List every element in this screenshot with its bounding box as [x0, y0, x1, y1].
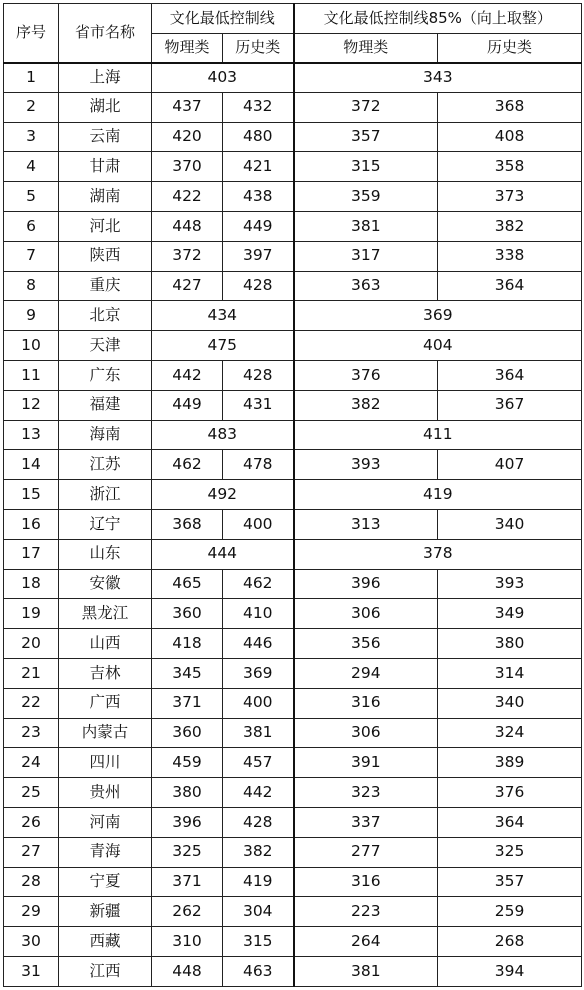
cell-physics-85: 381: [294, 956, 438, 986]
cell-history-85: 376: [438, 778, 582, 808]
row-province: 四川: [59, 748, 152, 778]
table-row: [4, 509, 582, 539]
cell-history-85: 340: [438, 509, 582, 539]
header-physics-85: 物理类: [294, 34, 438, 63]
header-history-85: 历史类: [438, 34, 582, 63]
cell-min-line-85-merged: 369: [294, 301, 582, 331]
row-index: 27: [4, 837, 59, 867]
table-row: [4, 271, 582, 301]
row-index: 13: [4, 420, 59, 450]
cell-physics: 360: [152, 599, 223, 629]
table-row: [4, 599, 582, 629]
table-row: [4, 420, 582, 450]
cell-physics-85: 313: [294, 509, 438, 539]
cell-history-85: 349: [438, 599, 582, 629]
row-province: 广西: [59, 688, 152, 718]
row-province: 西藏: [59, 927, 152, 957]
table-row: [4, 241, 582, 271]
cell-history: 382: [223, 837, 294, 867]
row-province: 福建: [59, 390, 152, 420]
cell-history: 397: [223, 241, 294, 271]
row-index: 8: [4, 271, 59, 301]
cell-history-85: 314: [438, 658, 582, 688]
table-row: [4, 927, 582, 957]
cell-physics: 360: [152, 718, 223, 748]
cell-physics: 449: [152, 390, 223, 420]
cell-history-85: 364: [438, 807, 582, 837]
cell-min-line-85-merged: 343: [294, 63, 582, 93]
cell-physics-85: 381: [294, 211, 438, 241]
header-row-top: [4, 4, 582, 34]
header-min-line-85: 文化最低控制线85%（向上取整）: [294, 4, 582, 34]
cell-history: 400: [223, 688, 294, 718]
table-row: [4, 450, 582, 480]
cell-min-line-85-merged: 378: [294, 539, 582, 569]
row-index: 15: [4, 480, 59, 510]
cell-min-line-85-merged: 404: [294, 331, 582, 361]
cell-history-85: 393: [438, 569, 582, 599]
cell-history: 462: [223, 569, 294, 599]
cell-physics-85: 316: [294, 688, 438, 718]
table-row: [4, 569, 582, 599]
cell-physics: 418: [152, 629, 223, 659]
row-province: 甘肃: [59, 152, 152, 182]
cell-physics: 442: [152, 360, 223, 390]
table-row: [4, 867, 582, 897]
table-row: [4, 807, 582, 837]
row-province: 陕西: [59, 241, 152, 271]
row-province: 辽宁: [59, 509, 152, 539]
cell-history-85: 358: [438, 152, 582, 182]
cell-physics: 345: [152, 658, 223, 688]
cell-physics: 396: [152, 807, 223, 837]
row-index: 12: [4, 390, 59, 420]
row-index: 3: [4, 122, 59, 152]
table-row: [4, 658, 582, 688]
row-province: 浙江: [59, 480, 152, 510]
table-row: [4, 92, 582, 122]
cell-physics: 380: [152, 778, 223, 808]
row-index: 20: [4, 629, 59, 659]
cell-physics: 448: [152, 956, 223, 986]
cell-physics: 437: [152, 92, 223, 122]
row-index: 24: [4, 748, 59, 778]
table-row: [4, 390, 582, 420]
row-province: 山东: [59, 539, 152, 569]
row-index: 22: [4, 688, 59, 718]
cell-physics: 448: [152, 211, 223, 241]
cell-min-line-merged: 444: [152, 539, 294, 569]
cell-min-line-merged: 403: [152, 63, 294, 93]
cell-history: 428: [223, 807, 294, 837]
cell-history: 446: [223, 629, 294, 659]
cell-history-85: 324: [438, 718, 582, 748]
cell-physics: 310: [152, 927, 223, 957]
cell-physics-85: 306: [294, 718, 438, 748]
row-index: 14: [4, 450, 59, 480]
cell-history: 315: [223, 927, 294, 957]
cell-history: 438: [223, 182, 294, 212]
cell-min-line-85-merged: 411: [294, 420, 582, 450]
table-row: [4, 778, 582, 808]
row-province: 江苏: [59, 450, 152, 480]
cell-min-line-merged: 492: [152, 480, 294, 510]
row-province: 青海: [59, 837, 152, 867]
table-row: [4, 211, 582, 241]
cell-physics-85: 359: [294, 182, 438, 212]
cell-history-85: 338: [438, 241, 582, 271]
table-row: [4, 837, 582, 867]
cell-physics: 459: [152, 748, 223, 778]
header-history: 历史类: [223, 34, 294, 63]
cell-history: 432: [223, 92, 294, 122]
table-row: [4, 331, 582, 361]
cell-history: 457: [223, 748, 294, 778]
cell-history: 381: [223, 718, 294, 748]
table-row: [4, 748, 582, 778]
row-index: 16: [4, 509, 59, 539]
cell-min-line-merged: 434: [152, 301, 294, 331]
score-table-container: [3, 3, 582, 987]
table-row: [4, 122, 582, 152]
cell-physics-85: 264: [294, 927, 438, 957]
cell-history: 428: [223, 271, 294, 301]
row-index: 10: [4, 331, 59, 361]
cell-history-85: 373: [438, 182, 582, 212]
cell-history-85: 367: [438, 390, 582, 420]
cell-physics-85: 356: [294, 629, 438, 659]
row-index: 4: [4, 152, 59, 182]
cell-min-line-merged: 475: [152, 331, 294, 361]
cell-history: 480: [223, 122, 294, 152]
cell-history: 428: [223, 360, 294, 390]
cell-physics: 325: [152, 837, 223, 867]
table-row: [4, 688, 582, 718]
cell-history-85: 268: [438, 927, 582, 957]
cell-history-85: 259: [438, 897, 582, 927]
row-index: 26: [4, 807, 59, 837]
cell-history-85: 357: [438, 867, 582, 897]
table-row: [4, 629, 582, 659]
row-index: 28: [4, 867, 59, 897]
header-index: 序号: [4, 4, 59, 63]
row-province: 山西: [59, 629, 152, 659]
row-province: 宁夏: [59, 867, 152, 897]
row-province: 新疆: [59, 897, 152, 927]
cell-history: 442: [223, 778, 294, 808]
cell-physics: 262: [152, 897, 223, 927]
score-table: [3, 3, 582, 987]
cell-physics: 427: [152, 271, 223, 301]
cell-history: 463: [223, 956, 294, 986]
row-index: 25: [4, 778, 59, 808]
cell-history-85: 394: [438, 956, 582, 986]
cell-physics-85: 363: [294, 271, 438, 301]
cell-physics-85: 306: [294, 599, 438, 629]
header-min-line: 文化最低控制线: [152, 4, 294, 34]
cell-physics-85: 382: [294, 390, 438, 420]
cell-history: 400: [223, 509, 294, 539]
cell-min-line-85-merged: 419: [294, 480, 582, 510]
row-index: 7: [4, 241, 59, 271]
cell-physics: 368: [152, 509, 223, 539]
cell-history-85: 368: [438, 92, 582, 122]
table-row: [4, 63, 582, 93]
cell-physics-85: 277: [294, 837, 438, 867]
row-index: 5: [4, 182, 59, 212]
row-province: 海南: [59, 420, 152, 450]
row-index: 30: [4, 927, 59, 957]
cell-physics: 372: [152, 241, 223, 271]
cell-history-85: 364: [438, 360, 582, 390]
cell-history: 431: [223, 390, 294, 420]
row-index: 17: [4, 539, 59, 569]
cell-physics-85: 223: [294, 897, 438, 927]
cell-history: 421: [223, 152, 294, 182]
cell-physics-85: 316: [294, 867, 438, 897]
row-province: 吉林: [59, 658, 152, 688]
cell-min-line-merged: 483: [152, 420, 294, 450]
table-row: [4, 539, 582, 569]
cell-physics-85: 396: [294, 569, 438, 599]
header-physics: 物理类: [152, 34, 223, 63]
row-province: 广东: [59, 360, 152, 390]
row-index: 11: [4, 360, 59, 390]
table-row: [4, 956, 582, 986]
cell-physics-85: 391: [294, 748, 438, 778]
row-index: 21: [4, 658, 59, 688]
row-province: 黑龙江: [59, 599, 152, 629]
cell-physics-85: 393: [294, 450, 438, 480]
cell-history: 449: [223, 211, 294, 241]
table-row: [4, 360, 582, 390]
row-province: 上海: [59, 63, 152, 93]
row-index: 2: [4, 92, 59, 122]
cell-history: 478: [223, 450, 294, 480]
cell-history-85: 340: [438, 688, 582, 718]
cell-physics-85: 372: [294, 92, 438, 122]
cell-history: 369: [223, 658, 294, 688]
cell-history-85: 389: [438, 748, 582, 778]
cell-history: 419: [223, 867, 294, 897]
cell-physics-85: 323: [294, 778, 438, 808]
cell-physics: 370: [152, 152, 223, 182]
cell-history-85: 325: [438, 837, 582, 867]
table-row: [4, 182, 582, 212]
cell-physics: 420: [152, 122, 223, 152]
row-index: 29: [4, 897, 59, 927]
row-province: 江西: [59, 956, 152, 986]
cell-history-85: 364: [438, 271, 582, 301]
table-row: [4, 480, 582, 510]
row-province: 天津: [59, 331, 152, 361]
cell-physics: 465: [152, 569, 223, 599]
table-row: [4, 301, 582, 331]
cell-physics: 422: [152, 182, 223, 212]
cell-physics: 371: [152, 867, 223, 897]
row-province: 重庆: [59, 271, 152, 301]
row-index: 6: [4, 211, 59, 241]
cell-history-85: 382: [438, 211, 582, 241]
cell-physics-85: 337: [294, 807, 438, 837]
table-row: [4, 897, 582, 927]
cell-history-85: 408: [438, 122, 582, 152]
cell-physics-85: 315: [294, 152, 438, 182]
row-index: 9: [4, 301, 59, 331]
table-row: [4, 152, 582, 182]
row-index: 19: [4, 599, 59, 629]
cell-history-85: 407: [438, 450, 582, 480]
header-province: 省市名称: [59, 4, 152, 63]
row-province: 内蒙古: [59, 718, 152, 748]
row-province: 河北: [59, 211, 152, 241]
cell-history-85: 380: [438, 629, 582, 659]
cell-history: 304: [223, 897, 294, 927]
row-province: 贵州: [59, 778, 152, 808]
cell-physics: 371: [152, 688, 223, 718]
row-province: 安徽: [59, 569, 152, 599]
row-province: 湖南: [59, 182, 152, 212]
row-province: 北京: [59, 301, 152, 331]
cell-history: 410: [223, 599, 294, 629]
row-province: 湖北: [59, 92, 152, 122]
cell-physics-85: 317: [294, 241, 438, 271]
cell-physics-85: 357: [294, 122, 438, 152]
row-index: 31: [4, 956, 59, 986]
row-province: 云南: [59, 122, 152, 152]
table-row: [4, 718, 582, 748]
row-index: 1: [4, 63, 59, 93]
row-province: 河南: [59, 807, 152, 837]
row-index: 23: [4, 718, 59, 748]
cell-physics: 462: [152, 450, 223, 480]
cell-physics-85: 294: [294, 658, 438, 688]
table-body: [4, 63, 582, 987]
cell-physics-85: 376: [294, 360, 438, 390]
row-index: 18: [4, 569, 59, 599]
